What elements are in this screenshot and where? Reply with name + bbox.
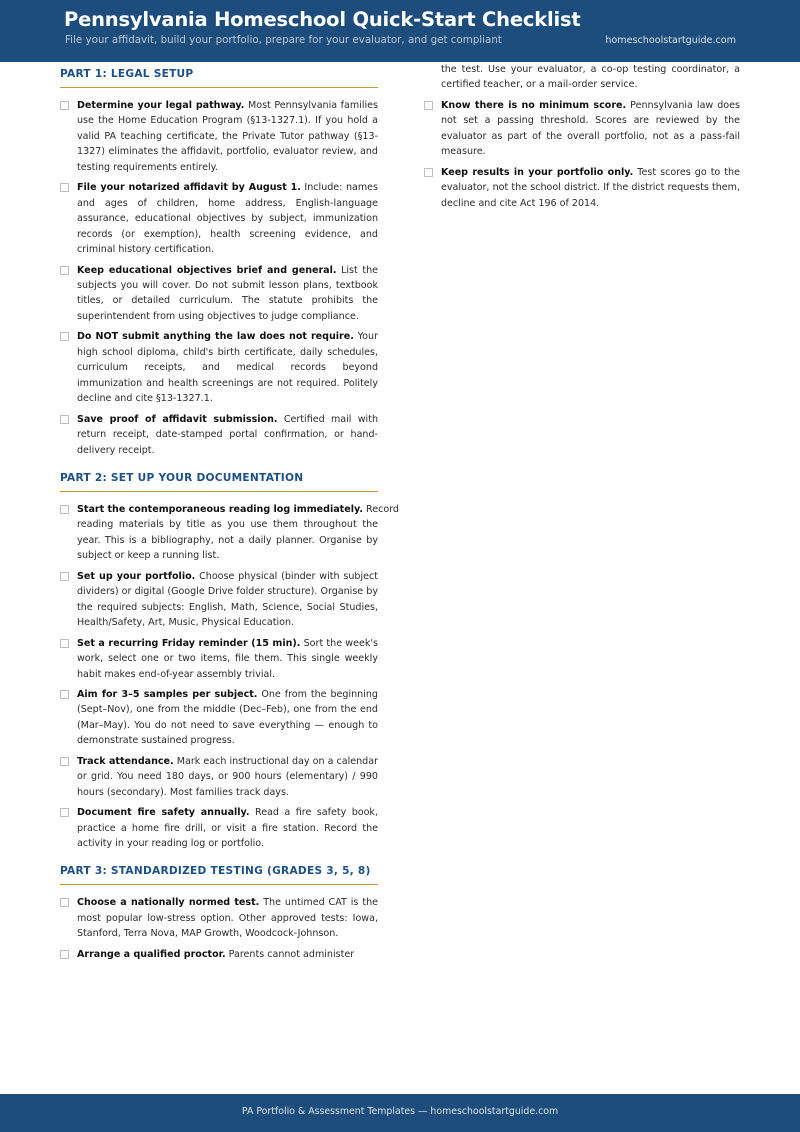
continuation-body: the test. Use your evaluator, a co-op testing coordinator, a certified teacher, or a mail-order service.	[441, 64, 740, 91]
section-heading: PART 2: SET UP YOUR DOCUMENTATION	[60, 471, 304, 484]
checklist-item-body: Read a fire safety book, practice a home fire drill, or visit a fire station. Record the activity in your reading log or portfolio.	[77, 807, 378, 850]
checkbox-icon[interactable]	[60, 757, 69, 766]
checklist-item-body: One from the beginning (Sept–Nov), one from the middle (Dec–Feb), one from the end (Mar–May). You do not need to save everything — enough to demonstrate sustained progress.	[77, 688, 378, 747]
checklist-item[interactable]	[60, 180, 378, 257]
checklist-item-lead: Arrange a qualified proctor.	[77, 948, 226, 960]
checklist-item-body: reading materials by title as you use them throughout the year. This is a bibliography, not a daily planner. Organise by subject or keep a running list.	[77, 519, 378, 562]
page-footer	[0, 1094, 800, 1132]
checklist-item[interactable]	[424, 98, 740, 160]
section-heading: PART 3: STANDARDIZED TESTING (GRADES 3, 5, 8)	[60, 865, 371, 878]
checkbox-icon[interactable]	[60, 572, 69, 581]
checkbox-icon[interactable]	[60, 332, 69, 341]
checklist-item-body: Include: names and ages of children, home address, English-language assurance, educational objectives by subject, immunization records (or exemption), health screening evidence, and criminal history certification.	[77, 182, 378, 256]
checklist-item-lead: Determine your legal pathway.	[77, 100, 245, 111]
checklist-section	[60, 68, 378, 458]
checklist-item-lead: Track attendance.	[77, 755, 174, 767]
checkbox-icon[interactable]	[60, 266, 69, 275]
checklist-item[interactable]	[60, 329, 378, 406]
checklist-item-body: Most Pennsylvania families use the Home Education Program (§13-1327.1). If you hold a valid PA teaching certificate, the Private Tutor pathway (§13-1327) eliminates the affidavit, portfolio, evaluator review, and testing requirements entirely.	[77, 100, 378, 173]
checkbox-icon[interactable]	[60, 639, 69, 648]
checklist-item-lead: Aim for 3–5 samples per subject.	[77, 688, 258, 700]
checklist-item-lead: Set a recurring Friday reminder (15 min).	[77, 637, 301, 649]
checklist-item-body-inline: Record	[362, 503, 399, 515]
checklist-item-lead: Keep educational objectives brief and general.	[77, 264, 337, 276]
checklist-item-body: Test scores go to the evaluator, not the school district. If the district requests them, decline and cite Act 196 of 2014.	[441, 166, 740, 209]
checkbox-icon[interactable]	[60, 505, 69, 514]
continuation-text	[424, 62, 740, 93]
checklist-item-lead: Know there is no minimum score.	[441, 99, 627, 111]
checkbox-icon[interactable]	[60, 101, 69, 110]
checklist-item[interactable]	[60, 569, 378, 631]
checklist-item-body: Parents cannot administer	[225, 948, 355, 960]
checklist-item-body: List the subjects you will cover. Do not submit lesson plans, textbook titles, or detailed curriculum. The statute prohibits the superintendent from using objectives to judge compliance.	[77, 264, 379, 322]
checklist-item-body: Mark each instructional day on a calendar or grid. You need 180 days, or 900 hours (elementary) / 990 hours (secondary). Most families track days.	[77, 755, 379, 798]
page-subtitle: File your affidavit, build your portfolio, prepare for your evaluator, and get compliant	[65, 34, 502, 46]
checklist-item[interactable]	[60, 502, 399, 564]
checklist-item[interactable]	[60, 687, 378, 749]
checklist-item-lead: Set up your portfolio.	[77, 570, 196, 582]
footer-text: PA Portfolio & Assessment Templates — homeschoolstartguide.com	[241, 1106, 559, 1117]
header-site-url: homeschoolstartguide.com	[605, 35, 736, 46]
checklist-item-body: The untimed CAT is the most popular low-stress option. Other approved tests: Iowa, Stanford, Terra Nova, MAP Growth, Woodcock-Johnson.	[77, 897, 379, 940]
section-divider	[60, 87, 378, 88]
checklist-item-body: Pennsylvania law does not set a passing threshold. Scores are reviewed by the evaluator as part of the overall portfolio, not as a pass-fail measure.	[441, 99, 740, 158]
checkbox-icon[interactable]	[60, 950, 69, 959]
checklist-section	[60, 471, 399, 852]
checklist-item[interactable]	[60, 263, 378, 325]
checklist-item[interactable]	[424, 165, 740, 211]
checkbox-icon[interactable]	[60, 808, 69, 817]
checklist-item[interactable]	[60, 754, 378, 800]
checklist-item[interactable]	[60, 805, 378, 851]
checklist-item[interactable]	[60, 895, 378, 941]
checkbox-icon[interactable]	[424, 101, 433, 110]
checklist-item-lead: Start the contemporaneous reading log immediately.	[77, 503, 363, 515]
checklist-item-lead: Choose a nationally normed test.	[77, 897, 260, 909]
checklist-item-body: Sort the week's work, select one or two items, file them. This single weekly habit makes end-of-year assembly trivial.	[77, 637, 378, 680]
checklist-item-body: Your high school diploma, child's birth certificate, daily schedules, curriculum receipts, and medical records beyond immunization and health screenings are not required. Politely decline and cite §13-1327.1.	[77, 331, 378, 405]
checklist-item-lead: Keep results in your portfolio only.	[441, 166, 634, 178]
section-heading: PART 1: LEGAL SETUP	[60, 68, 194, 80]
checkbox-icon[interactable]	[60, 415, 69, 424]
checklist-item[interactable]	[60, 98, 378, 175]
checklist-item-body: Certified mail with return receipt, date-stamped portal confirmation, or hand-delivery receipt.	[77, 413, 378, 456]
checklist-item[interactable]	[60, 947, 378, 962]
page-title: Pennsylvania Homeschool Quick-Start Checklist	[64, 8, 581, 31]
checkbox-icon[interactable]	[60, 690, 69, 699]
checklist-item-lead: Do NOT submit anything the law does not require.	[77, 331, 354, 343]
checklist-item[interactable]	[60, 412, 378, 458]
checklist-item-lead: File your notarized affidavit by August 1.	[77, 182, 301, 194]
right-column	[424, 62, 740, 216]
content-area	[0, 62, 800, 1094]
page-header	[0, 0, 800, 62]
checkbox-icon[interactable]	[60, 183, 69, 192]
left-column	[60, 62, 399, 976]
checklist-item-body: Choose physical (binder with subject dividers) or digital (Google Drive folder structure). Organise by the required subjects: English, Math, Science, Social Studies, Health/Safety, Art, Music, Physical Education.	[77, 570, 378, 629]
checkbox-icon[interactable]	[60, 898, 69, 907]
section-divider	[60, 491, 378, 492]
checklist-item-lead: Document fire safety annually.	[77, 807, 250, 819]
checklist-item-lead: Save proof of affidavit submission.	[77, 413, 278, 425]
section-divider	[60, 884, 378, 885]
checklist-section	[60, 865, 378, 962]
checkbox-icon[interactable]	[424, 168, 433, 177]
checklist-item[interactable]	[60, 636, 378, 682]
